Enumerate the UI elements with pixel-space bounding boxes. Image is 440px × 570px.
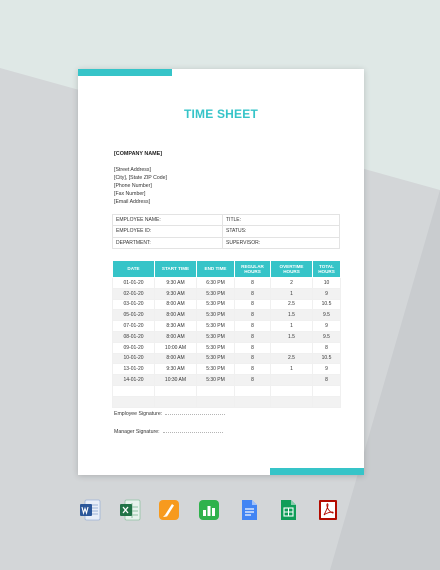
table-row — [113, 278, 341, 289]
pages-icon[interactable] — [157, 498, 181, 522]
table-cell: 2.5 — [271, 299, 313, 310]
table-cell — [313, 385, 341, 396]
table-cell: 14-01-20 — [113, 375, 155, 386]
table-cell: 8:00 AM — [155, 299, 197, 310]
table-cell: 9:30 AM — [155, 278, 197, 289]
table-row — [113, 375, 341, 386]
table-cell: 9.5 — [313, 331, 341, 342]
table-row — [113, 331, 341, 342]
table-cell: 8 — [313, 375, 341, 386]
table-cell — [113, 396, 155, 407]
employee-signature-label: Employee Signature: — [114, 411, 163, 417]
manager-signature-field — [114, 429, 223, 435]
table-cell: 5:30 PM — [197, 375, 235, 386]
table-cell: 5:30 PM — [197, 299, 235, 310]
table-cell: 01-01-20 — [113, 278, 155, 289]
column-header: START TIME — [155, 261, 197, 278]
table-cell: 1 — [271, 288, 313, 299]
table-cell: 2.5 — [271, 353, 313, 364]
table-cell: 5:30 PM — [197, 342, 235, 353]
table-row — [113, 288, 341, 299]
table-cell — [271, 385, 313, 396]
table-cell: 6:30 PM — [197, 278, 235, 289]
title-label: TITLE: — [223, 215, 340, 226]
table-cell: 8 — [235, 310, 271, 321]
column-header: REGULAR HOURS — [235, 261, 271, 278]
column-header: DATE — [113, 261, 155, 278]
table-row — [113, 385, 341, 396]
company-address — [114, 166, 167, 206]
table-cell: 03-01-20 — [113, 299, 155, 310]
table-cell: 10.5 — [313, 353, 341, 364]
document-page — [78, 69, 364, 475]
table-cell: 2 — [271, 278, 313, 289]
table-cell: 10-01-20 — [113, 353, 155, 364]
signature-line — [165, 414, 225, 415]
table-cell: 09-01-20 — [113, 342, 155, 353]
table-cell: 8 — [235, 299, 271, 310]
table-cell: 1 — [271, 364, 313, 375]
table-cell — [235, 385, 271, 396]
company-name: [COMPANY NAME] — [114, 151, 163, 157]
signature-line — [163, 432, 223, 433]
table-cell: 9 — [313, 288, 341, 299]
address-line: [Email Address] — [114, 199, 151, 205]
table-cell: 10:30 AM — [155, 375, 197, 386]
table-cell: 10.5 — [313, 299, 341, 310]
manager-signature-label: Manager Signature: — [114, 429, 160, 435]
table-cell — [113, 385, 155, 396]
column-header: END TIME — [197, 261, 235, 278]
address-line: [Fax Number] — [114, 191, 146, 197]
table-cell — [235, 396, 271, 407]
google-docs-icon[interactable] — [237, 498, 261, 522]
accent-bar-top — [78, 69, 172, 76]
table-cell — [197, 396, 235, 407]
table-cell — [313, 396, 341, 407]
table-cell: 8 — [235, 375, 271, 386]
address-line: [Phone Number] — [114, 183, 152, 189]
table-cell: 10:00 AM — [155, 342, 197, 353]
table-cell — [155, 385, 197, 396]
word-icon[interactable] — [78, 498, 102, 522]
column-header: OVERTIME HOURS — [271, 261, 313, 278]
document-title: TIME SHEET — [183, 107, 258, 121]
table-row — [113, 396, 341, 407]
table-cell: 9:30 AM — [155, 364, 197, 375]
table-cell: 9 — [313, 364, 341, 375]
excel-icon[interactable] — [118, 498, 142, 522]
table-header-row — [113, 261, 341, 278]
employee-id-label: EMPLOYEE ID: — [113, 226, 223, 237]
table-cell: 8 — [235, 278, 271, 289]
table-cell: 5:30 PM — [197, 310, 235, 321]
table-cell: 9 — [313, 321, 341, 332]
table-cell: 9:30 AM — [155, 288, 197, 299]
status-label: STATUS: — [223, 226, 340, 237]
table-cell: 9.5 — [313, 310, 341, 321]
table-cell: 1.5 — [271, 310, 313, 321]
table-row — [113, 342, 341, 353]
table-cell: 5:30 PM — [197, 288, 235, 299]
table-cell: 5:30 PM — [197, 331, 235, 342]
table-cell: 8:00 AM — [155, 353, 197, 364]
table-cell: 13-01-20 — [113, 364, 155, 375]
table-cell: 8 — [235, 353, 271, 364]
pdf-icon[interactable] — [316, 498, 340, 522]
numbers-icon[interactable] — [197, 498, 221, 522]
table-cell: 8:00 AM — [155, 331, 197, 342]
supervisor-label: SUPERVISOR: — [223, 237, 340, 248]
table-cell: 8 — [235, 288, 271, 299]
table-cell: 1.5 — [271, 331, 313, 342]
table-cell: 5:30 PM — [197, 364, 235, 375]
table-cell: 08-01-20 — [113, 331, 155, 342]
employee-info-table — [112, 214, 340, 249]
table-cell — [197, 385, 235, 396]
google-sheets-icon[interactable] — [276, 498, 300, 522]
table-cell: 8:00 AM — [155, 310, 197, 321]
column-header: TOTAL HOURS — [313, 261, 341, 278]
table-cell: 8 — [313, 342, 341, 353]
table-row — [113, 353, 341, 364]
employee-signature-field — [114, 411, 225, 417]
table-cell: 5:30 PM — [197, 353, 235, 364]
table-cell: 1 — [271, 321, 313, 332]
accent-bar-bottom — [270, 468, 364, 475]
table-cell: 10 — [313, 278, 341, 289]
table-cell: 8 — [235, 342, 271, 353]
address-line: [Street Address] — [114, 167, 151, 173]
format-icons — [78, 498, 340, 522]
department-label: DEPARTMENT: — [113, 237, 223, 248]
table-cell — [271, 396, 313, 407]
table-cell: 07-01-20 — [113, 321, 155, 332]
table-row — [113, 321, 341, 332]
table-cell: 8:30 AM — [155, 321, 197, 332]
table-row — [113, 310, 341, 321]
table-cell: 8 — [235, 364, 271, 375]
table-cell: 02-01-20 — [113, 288, 155, 299]
employee-name-label: EMPLOYEE NAME: — [113, 215, 223, 226]
table-row — [113, 364, 341, 375]
table-cell — [271, 342, 313, 353]
address-line: [City], [State ZIP Code] — [114, 175, 167, 181]
timesheet-table — [112, 260, 341, 408]
table-cell: 8 — [235, 331, 271, 342]
table-cell — [271, 375, 313, 386]
table-cell: 8 — [235, 321, 271, 332]
table-row — [113, 299, 341, 310]
table-cell — [155, 396, 197, 407]
table-cell: 05-01-20 — [113, 310, 155, 321]
table-cell: 5:30 PM — [197, 321, 235, 332]
